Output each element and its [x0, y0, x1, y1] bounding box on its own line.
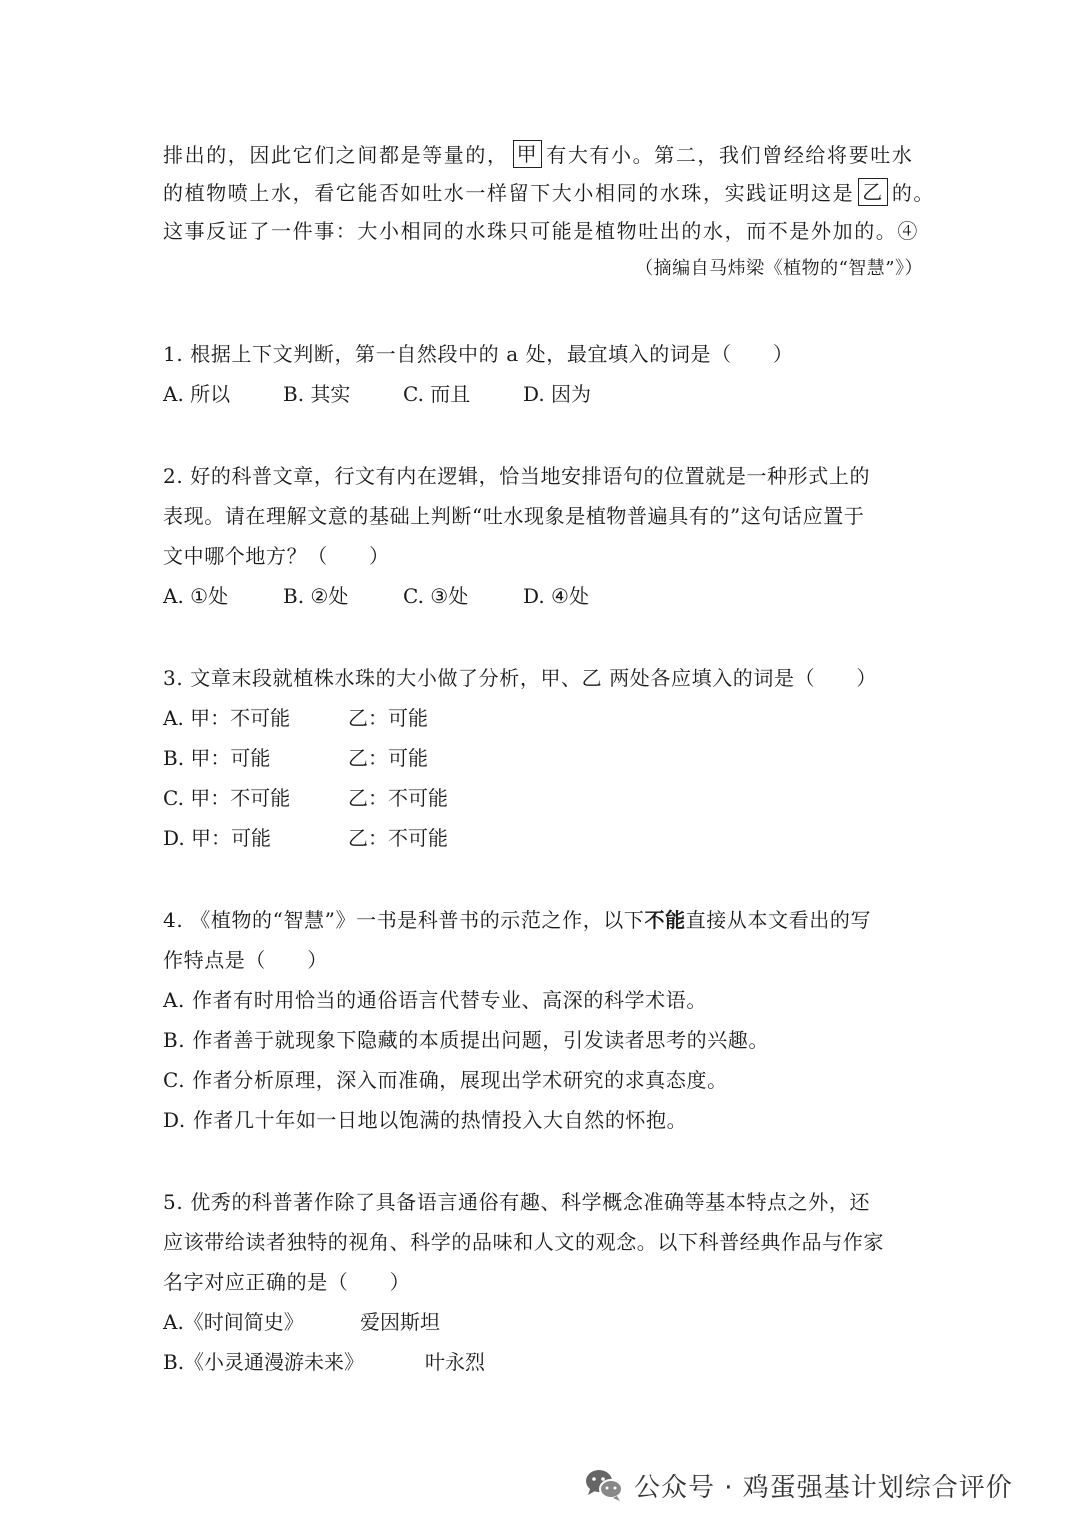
question-stem: 名字对应正确的是（ ）: [163, 1270, 411, 1294]
option-b: [163, 738, 923, 778]
option-a: [163, 698, 923, 738]
option-d: [163, 818, 923, 858]
option-part: C. 甲：不可能: [163, 786, 291, 810]
option-part: 乙：可能: [348, 746, 428, 770]
blank-box-yi: 乙: [858, 178, 888, 206]
stem-text: 4. 《植物的“智慧”》一书是科普书的示范之作，以下: [163, 908, 645, 932]
option-c: C. ③处: [403, 584, 469, 608]
option-c: C. 而且: [403, 382, 471, 406]
option-part: B. 甲：可能: [163, 746, 271, 770]
option-part: 乙：可能: [348, 706, 428, 730]
passage-line: [163, 136, 923, 174]
option-b: B. 其实: [283, 382, 351, 406]
stem-emphasis: 不能: [644, 908, 686, 932]
option-d: D. 作者几十年如一日地以饱满的热情投入大自然的怀抱。: [163, 1108, 688, 1132]
option-c: [163, 778, 923, 818]
passage-text: 有大有小。第二，我们曾经给将要吐水: [546, 143, 914, 167]
question-stem: 表现。请在理解文意的基础上判断“吐水现象是植物普遍具有的”这句话应置于: [163, 504, 865, 528]
option-b: [163, 1342, 923, 1382]
passage-line: 这事反证了一件事：大小相同的水珠只可能是植物吐出的水，而不是外加的。④: [163, 219, 919, 243]
question-stem: [163, 900, 923, 940]
question-stem: 应该带给读者独特的视角、科学的品味和人文的观念。以下科普经典作品与作家: [163, 1230, 884, 1254]
question-stem: 作特点是（ ）: [163, 948, 328, 972]
passage-source: （摘编自马炜梁《植物的“智慧”》）: [635, 258, 923, 279]
question-list: [163, 334, 923, 1382]
option-part: A. 甲：不可能: [163, 706, 291, 730]
question-4: [163, 900, 923, 1140]
option-d: D. ④处: [523, 584, 589, 608]
question-stem: 1. 根据上下文判断，第一自然段中的 a 处，最宜填入的词是（ ）: [163, 342, 794, 366]
option-part: 乙：不可能: [348, 786, 448, 810]
option-part: A.《时间简史》: [163, 1310, 304, 1334]
option-part: 爱因斯坦: [360, 1310, 440, 1334]
option-d: D. 因为: [523, 382, 592, 406]
question-options: [163, 576, 923, 616]
blank-box-jia: 甲: [513, 140, 543, 168]
stem-text: 直接从本文看出的写: [685, 908, 872, 932]
option-part: B.《小灵通漫游未来》: [163, 1350, 365, 1374]
passage-line: [163, 174, 936, 212]
question-3: [163, 658, 923, 858]
question-5: [163, 1182, 923, 1382]
passage-text: 排出的，因此它们之间都是等量的，: [163, 143, 509, 167]
question-stem: 2. 好的科普文章，行文有内在逻辑，恰当地安排语句的位置就是一种形式上的: [163, 464, 871, 488]
watermark-text: 公众号 · 鸡蛋强基计划综合评价: [634, 1472, 1013, 1503]
option-c: C. 作者分析原理，深入而准确，展现出学术研究的求真态度。: [163, 1068, 728, 1092]
option-part: D. 甲：可能: [163, 826, 272, 850]
question-stem: 文中哪个地方？（ ）: [163, 544, 390, 568]
option-b: B. ②处: [283, 584, 349, 608]
watermark-footer: [584, 1463, 1013, 1507]
document-page: [163, 136, 936, 1382]
wechat-icon: [584, 1467, 624, 1503]
option-a: A. 所以: [163, 382, 231, 406]
question-stem: 5. 优秀的科普著作除了具备语言通俗有趣、科学概念准确等基本特点之外，还: [163, 1190, 871, 1214]
option-a: A. ①处: [163, 584, 229, 608]
option-a: [163, 1302, 923, 1342]
question-1: [163, 334, 923, 414]
passage-text: 的植物喷上水，看它能否如吐水一样留下大小相同的水珠，实践证明这是: [163, 181, 855, 205]
option-a: A. 作者有时用恰当的通俗语言代替专业、高深的科学术语。: [163, 988, 707, 1012]
passage-text: 的。: [891, 181, 936, 205]
question-stem: 3. 文章末段就植株水珠的大小做了分析，甲、乙 两处各应填入的词是（ ）: [163, 666, 877, 690]
option-part: 乙：不可能: [348, 826, 448, 850]
option-b: B. 作者善于就现象下隐藏的本质提出问题，引发读者思考的兴趣。: [163, 1028, 770, 1052]
question-options: [163, 374, 923, 414]
passage: [163, 136, 936, 284]
option-part: 叶永烈: [425, 1350, 485, 1374]
question-2: [163, 456, 923, 616]
